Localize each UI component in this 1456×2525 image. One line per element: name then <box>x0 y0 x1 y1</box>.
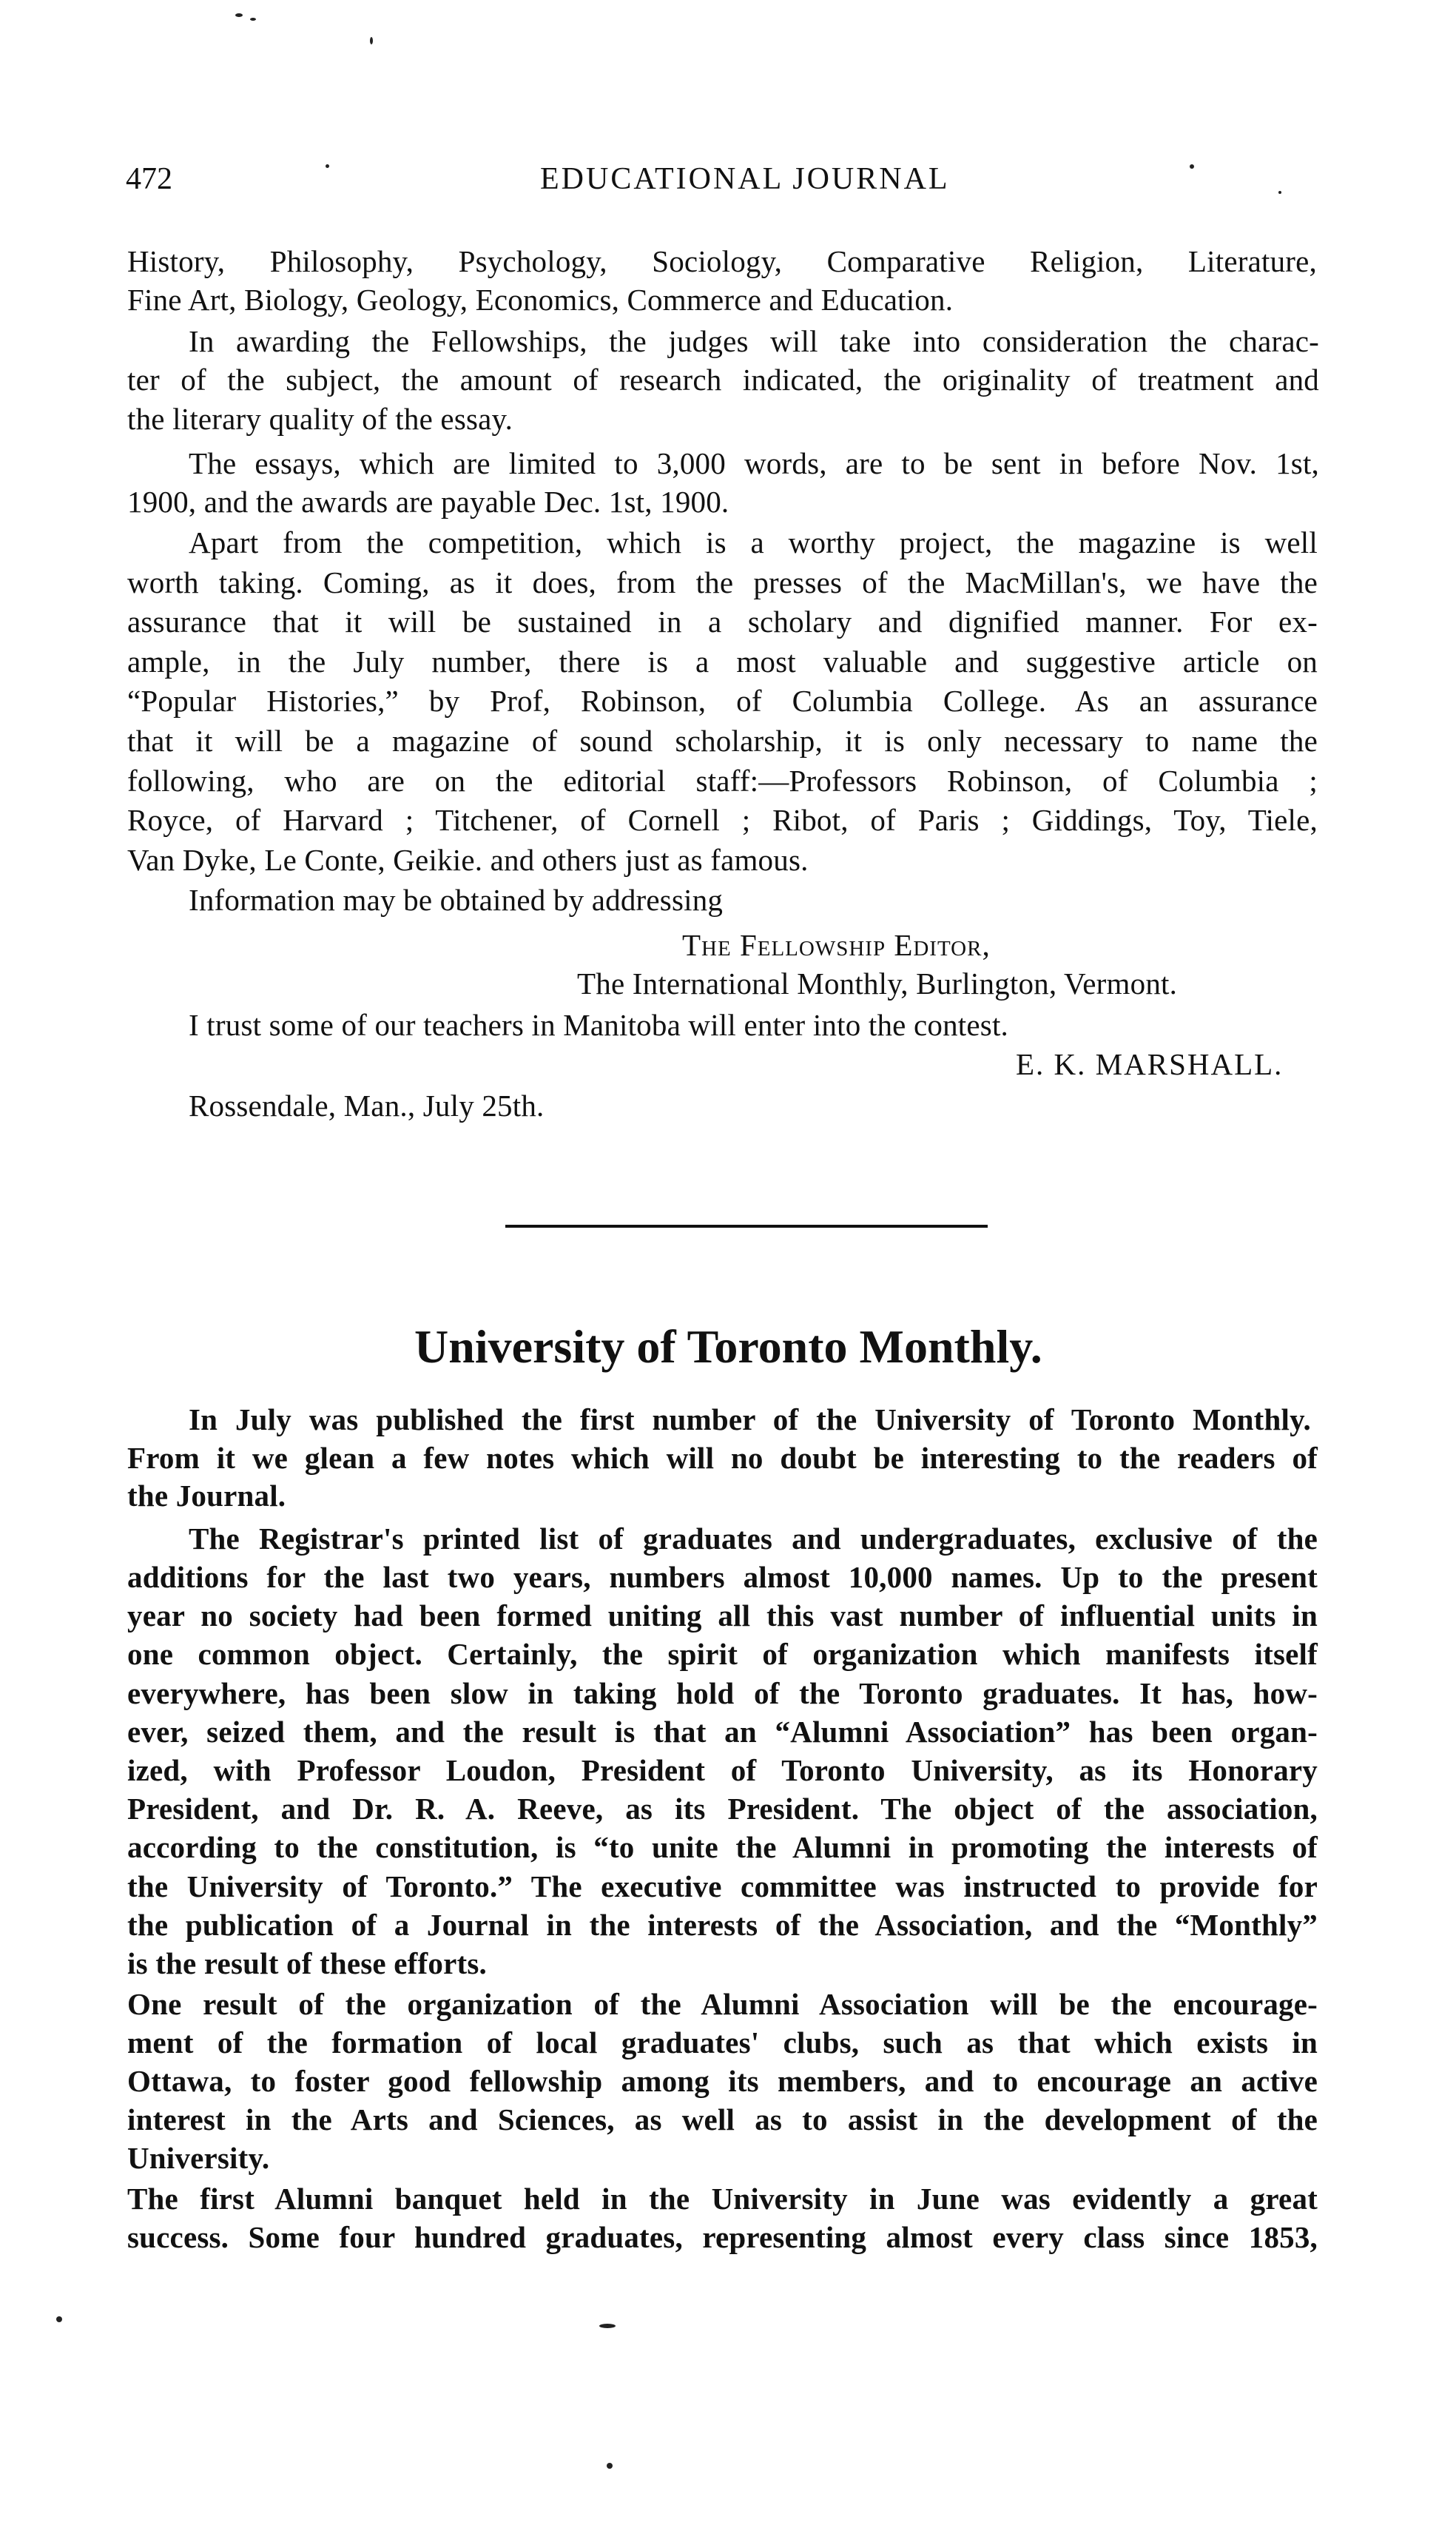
scan-speck <box>599 2324 616 2328</box>
scan-speck <box>56 2316 62 2322</box>
article-line: Van Dyke, Le Conte, Geikie. and others just as famous. <box>127 843 809 877</box>
address-line: The Fellowship Editor, <box>682 928 991 962</box>
scan-speck <box>250 18 256 21</box>
article-line: ever, seized them, and the result is that an “Alumni Association” has been organ- <box>127 1715 1318 1749</box>
article-line: In July was published the first number of the University of Toronto Monthly. <box>189 1402 1311 1436</box>
article-line: one common object. Certainly, the spirit of organization which manifests itself <box>127 1637 1318 1671</box>
scan-speck <box>235 13 243 17</box>
article-line: ample, in the July number, there is a most valuable and suggestive article on <box>127 645 1318 679</box>
article-line: ter of the subject, the amount of research indicated, the originality of treatment and <box>127 363 1319 397</box>
article-line: ment of the formation of local graduates' clubs, such as that which exists in <box>127 2025 1318 2060</box>
article-line: Apart from the competition, which is a worthy project, the magazine is well <box>189 525 1318 559</box>
article-line: The essays, which are limited to 3,000 words, are to be sent in before Nov. 1st, <box>189 446 1319 480</box>
article-line: worth taking. Coming, as it does, from the presses of the MacMillan's, we have the <box>127 565 1318 599</box>
scan-speck <box>607 2463 613 2469</box>
article-line: success. Some four hundred graduates, representing almost every class since 1853, <box>127 2220 1318 2254</box>
scan-speck <box>370 37 373 44</box>
article-line: From it we glean a few notes which will no doubt be interesting to the readers of <box>127 1441 1318 1475</box>
article-line: 1900, and the awards are payable Dec. 1st, 1900. <box>127 485 729 519</box>
article-line: One result of the organization of the Alumni Association will be the encourage- <box>127 1987 1318 2021</box>
running-title: EDUCATIONAL JOURNAL <box>540 162 950 196</box>
article-line: is the result of these efforts. <box>127 1946 487 1980</box>
closing-line: I trust some of our teachers in Manitoba will enter into the contest. <box>189 1008 1008 1042</box>
article-line: University. <box>127 2141 270 2175</box>
page-header <box>126 161 1317 206</box>
article-line: that it will be a magazine of sound scholarship, it is only necessary to name the <box>127 724 1318 758</box>
scan-speck <box>1190 164 1194 169</box>
article-line: interest in the Arts and Sciences, as well as to assist in the development of the <box>127 2102 1318 2136</box>
article-line: assurance that it will be sustained in a scholary and dignified manner. For ex- <box>127 605 1318 639</box>
article-line: History, Philosophy, Psychology, Sociology, Comparative Religion, Literature, <box>127 244 1317 278</box>
article-line: The first Alumni banquet held in the University in June was evidently a great <box>127 2182 1318 2216</box>
address-line: The International Monthly, Burlington, Vermont. <box>577 966 1178 1001</box>
article-title: University of Toronto Monthly. <box>414 1320 1042 1373</box>
article-line: according to the constitution, is “to unite the Alumni in promoting the interests of <box>127 1830 1318 1864</box>
dateline: Rossendale, Man., July 25th. <box>189 1089 545 1123</box>
article-line: In awarding the Fellowships, the judges will take into consideration the charac- <box>189 324 1319 358</box>
article-line: Ottawa, to foster good fellowship among its members, and to encourage an active <box>127 2064 1318 2098</box>
section-divider <box>505 1225 988 1228</box>
article-line: the literary quality of the essay. <box>127 402 513 436</box>
article-line: the Journal. <box>127 1479 286 1513</box>
page-number: 472 <box>126 162 172 196</box>
article-line: Information may be obtained by addressing <box>189 883 724 917</box>
article-line: The Registrar's printed list of graduates and undergraduates, exclusive of the <box>189 1522 1318 1556</box>
article-line: President, and Dr. R. A. Reeve, as its President. The object of the association, <box>127 1792 1318 1826</box>
article-line: the University of Toronto.” The executive committee was instructed to provide for <box>127 1869 1318 1903</box>
article-line: ized, with Professor Loudon, President of Toronto University, as its Honorary <box>127 1753 1318 1787</box>
article-line: Royce, of Harvard ; Titchener, of Cornell ; Ribot, of Paris ; Giddings, Toy, Tiele, <box>127 803 1318 837</box>
article-line: Fine Art, Biology, Geology, Economics, Commerce and Education. <box>127 283 954 317</box>
article-line: the publication of a Journal in the interests of the Association, and the “Monthly” <box>127 1908 1318 1942</box>
scan-speck <box>326 164 329 168</box>
signature: E. K. MARSHALL. <box>1016 1047 1284 1081</box>
article-line: additions for the last two years, numbers almost 10,000 names. Up to the present <box>127 1560 1318 1594</box>
article-line: “Popular Histories,” by Prof, Robinson, of Columbia College. As an assurance <box>127 684 1318 718</box>
article-line: everywhere, has been slow in taking hold of the Toronto graduates. It has, how- <box>127 1676 1318 1710</box>
article-line: following, who are on the editorial staff:—Professors Robinson, of Columbia ; <box>127 764 1318 798</box>
scan-speck <box>1278 191 1281 194</box>
article-line: year no society had been formed uniting all this vast number of influential units in <box>127 1598 1318 1633</box>
